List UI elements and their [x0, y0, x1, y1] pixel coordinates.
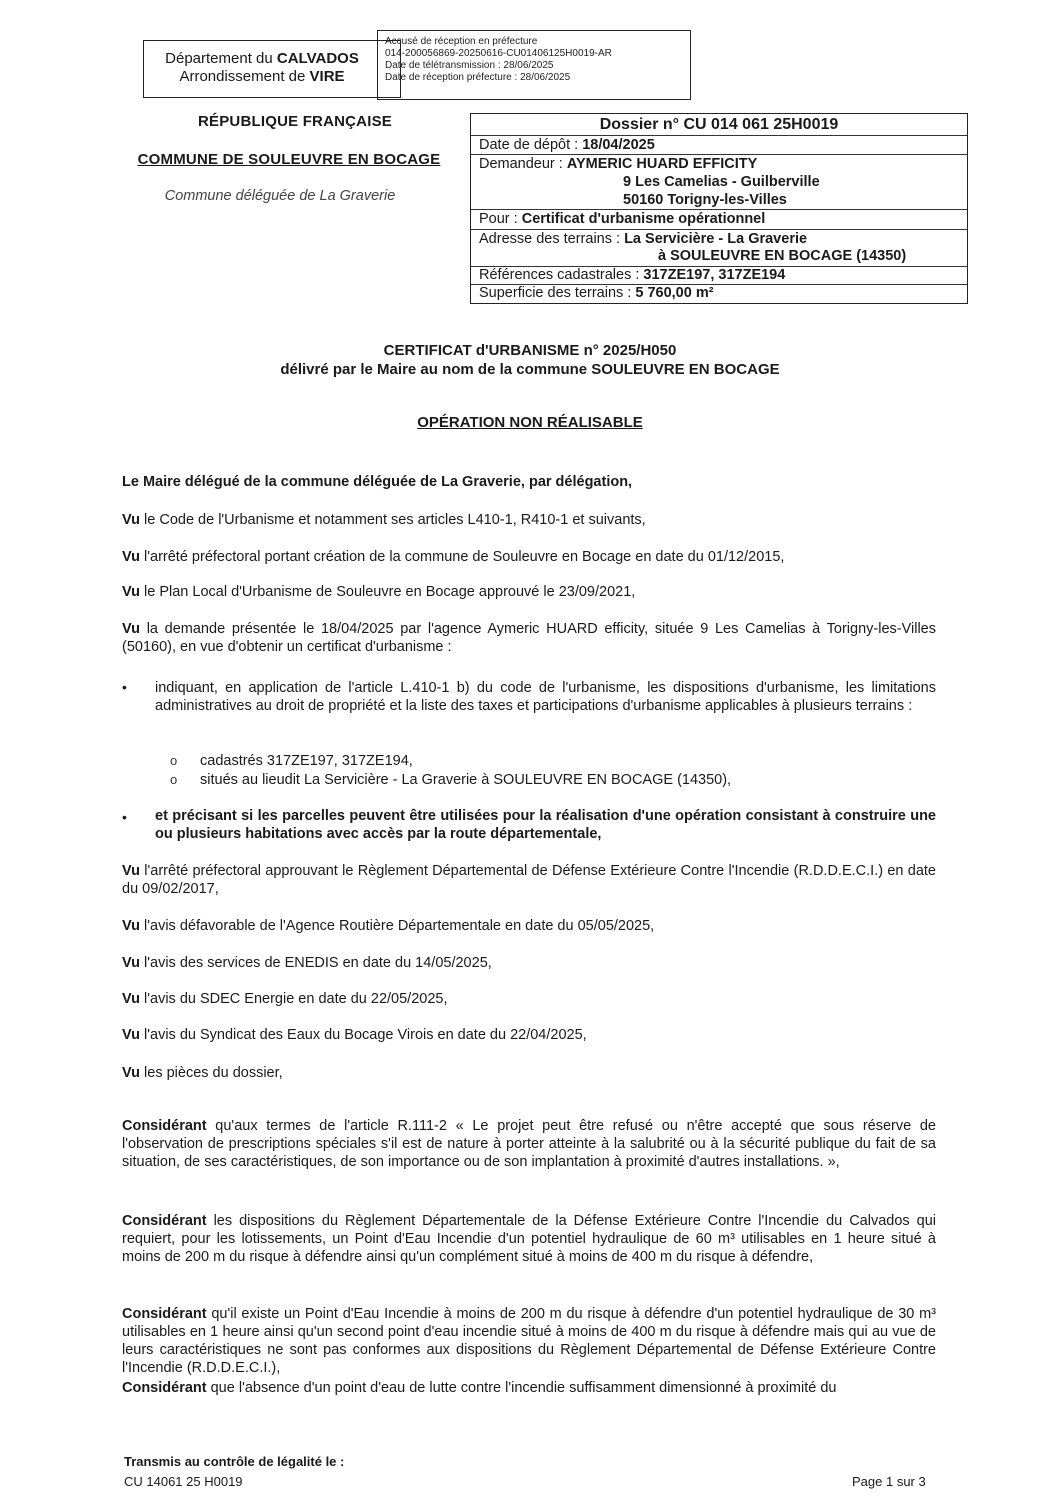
certificate-number: CERTIFICAT d'URBANISME n° 2025/H050 — [383, 342, 677, 359]
refs-label: Références cadastrales : — [479, 267, 644, 283]
dossier-number: Dossier n° CU 014 061 25H0019 — [599, 116, 839, 133]
dossier-table — [470, 113, 968, 304]
considerant-paragraph: Considérant que l'absence d'un point d'eau de lutte contre l'incendie suffisamment dimensionné à proximité du — [122, 1380, 837, 1396]
adresse-value-1: La Servicière - La Graverie — [624, 231, 808, 247]
commune-deleguee: Commune déléguée de La Graverie — [164, 188, 396, 204]
vu-paragraph: Vu l'arrêté préfectoral portant création de la commune de Souleuvre en Bocage en date du 01/12/2015, — [122, 549, 785, 565]
vu-paragraph: Vu l'avis du Syndicat des Eaux du Bocage Virois en date du 22/04/2025, — [122, 1027, 587, 1043]
demandeur-name: AYMERIC HUARD EFFICITY — [566, 156, 758, 172]
vu-paragraph: Vu l'arrêté préfectoral approuvant le Règlement Départemental de Défense Extérieure Contre l'Incendie (R.D.D.E.C.I.) en date du 09/02/2017, — [122, 863, 936, 897]
refs-row — [471, 267, 967, 285]
demandeur-row — [471, 155, 967, 210]
vu-paragraph: Vu l'avis défavorable de l'Agence Routière Départementale en date du 05/05/2025, — [122, 918, 655, 934]
sub-bullet-cadastres: cadastrés 317ZE197, 317ZE194, — [200, 753, 413, 769]
pour-row — [471, 210, 967, 230]
bullet-paragraph: indiquant, en application de l'article L.410-1 b) du code de l'urbanisme, les dispositions d'urbanisme, les limitations administratives au droit de propriété et la liste des taxes et participations d'urbanisme applicables à plusieurs terrains : — [155, 680, 936, 714]
commune-heading: COMMUNE DE SOULEUVRE EN BOCAGE — [137, 151, 441, 168]
pour-label: Pour : — [479, 211, 522, 227]
vu-paragraph: Vu l'avis des services de ENEDIS en date du 14/05/2025, — [122, 955, 492, 971]
demandeur-address-2: 50160 Torigny-les-Villes — [623, 192, 787, 208]
maire-intro: Le Maire délégué de la commune déléguée de La Graverie, par délégation, — [122, 474, 633, 490]
depot-label: Date de dépôt : — [479, 137, 583, 153]
bullet-marker: • — [122, 809, 127, 825]
vu-paragraph: Vu la demande présentée le 18/04/2025 par l'agence Aymeric HUARD efficity, située 9 Les Camelias à Torigny-les-Villes (50160), en vue d'obtenir un certificat d'urbanisme : — [122, 621, 936, 655]
department-line: Département du CALVADOS — [165, 50, 359, 67]
sub-bullet-marker: o — [170, 772, 178, 787]
bullet-marker: • — [122, 679, 127, 695]
sub-bullet-situes: situés au lieudit La Servicière - La Graverie à SOULEUVRE EN BOCAGE (14350), — [200, 772, 732, 788]
receipt-line: Date de réception préfecture : 28/06/2025 — [385, 72, 571, 83]
receipt-line: 014-200056869-20250616-CU01406125H0019-AR — [385, 48, 612, 59]
considerant-paragraph: Considérant qu'aux termes de l'article R.111-2 « Le projet peut être refusé ou n'être accepté que sous réserve de l'observation de prescriptions spéciales s'il est de nature à porter atteinte à la salubrité ou à la sécurité publique du fait de sa situation, de ses caractéristiques, de son importance ou de son implantation à proximité d'autres installations. », — [122, 1118, 936, 1170]
arrondissement-line: Arrondissement de VIRE — [179, 68, 345, 85]
refs-value: 317ZE197, 317ZE194 — [643, 267, 786, 283]
receipt-line: Date de télétransmission : 28/06/2025 — [385, 60, 554, 71]
footer-reference: CU 14061 25 H0019 — [124, 1474, 243, 1489]
vu-paragraph: Vu le Code de l'Urbanisme et notamment ses articles L410-1, R410-1 et suivants, — [122, 512, 646, 528]
adresse-value-2: à SOULEUVRE EN BOCAGE (14350) — [658, 248, 907, 264]
pour-value: Certificat d'urbanisme opérationnel — [521, 211, 766, 227]
operation-status: OPÉRATION NON RÉALISABLE — [417, 414, 643, 431]
bullet-paragraph: et précisant si les parcelles peuvent être utilisées pour la réalisation d'une opération consistant à construire une ou plusieurs habitations avec accès par la route départementale, — [155, 808, 936, 842]
footer-transmis: Transmis au contrôle de légalité le : — [124, 1454, 345, 1469]
adresse-label: Adresse des terrains : — [479, 231, 625, 247]
vu-paragraph: Vu l'avis du SDEC Energie en date du 22/05/2025, — [122, 991, 448, 1007]
dossier-title-row — [471, 114, 967, 136]
page-number: Page 1 sur 3 — [852, 1474, 926, 1489]
considerant-paragraph: Considérant qu'il existe un Point d'Eau Incendie à moins de 200 m du risque à défendre d'un potentiel hydraulique de 30 m³ utilisables en 1 heure ainsi qu'un second point d'eau incendie situé à moins de 400 m du risque à défendre mais qui au vue de leurs caractéristiques ne sont pas conformes aux dispositions du Règlement Départemental de Défense Extérieure Contre l'Incendie (R.D.D.E.C.I.), — [122, 1306, 936, 1376]
receipt-line: Accusé de réception en préfecture — [385, 36, 538, 47]
republique-heading: RÉPUBLIQUE FRANÇAISE — [197, 113, 392, 130]
demandeur-label: Demandeur : — [479, 156, 567, 172]
superficie-label: Superficie des terrains : — [479, 285, 636, 301]
depot-value: 18/04/2025 — [582, 137, 655, 153]
vu-paragraph: Vu le Plan Local d'Urbanisme de Souleuvre en Bocage approuvé le 23/09/2021, — [122, 584, 636, 600]
certificate-title — [120, 341, 940, 379]
superficie-row — [471, 285, 967, 303]
receipt-stamp — [377, 30, 691, 100]
sub-bullet-marker: o — [170, 753, 178, 768]
demandeur-address-1: 9 Les Camelias - Guilberville — [623, 174, 820, 190]
considerant-paragraph: Considérant les dispositions du Règlement Départementale de la Défense Extérieure Contre l'Incendie du Calvados qui requiert, pour les lotissements, un Point d'Eau Incendie d'un potentiel hydraulique de 60 m³ utilisables en 1 heure situé à moins de 200 m du risque à défendre ainsi qu'un complément situé à moins de 400 m du risque à défendre, — [122, 1213, 936, 1265]
adresse-row — [471, 230, 967, 267]
depot-row — [471, 136, 967, 155]
department-box — [143, 40, 401, 98]
superficie-value: 5 760,00 m² — [635, 285, 714, 301]
certificate-issuer: délivré par le Maire au nom de la commune SOULEUVRE EN BOCAGE — [280, 361, 780, 378]
vu-paragraph: Vu les pièces du dossier, — [122, 1065, 283, 1081]
